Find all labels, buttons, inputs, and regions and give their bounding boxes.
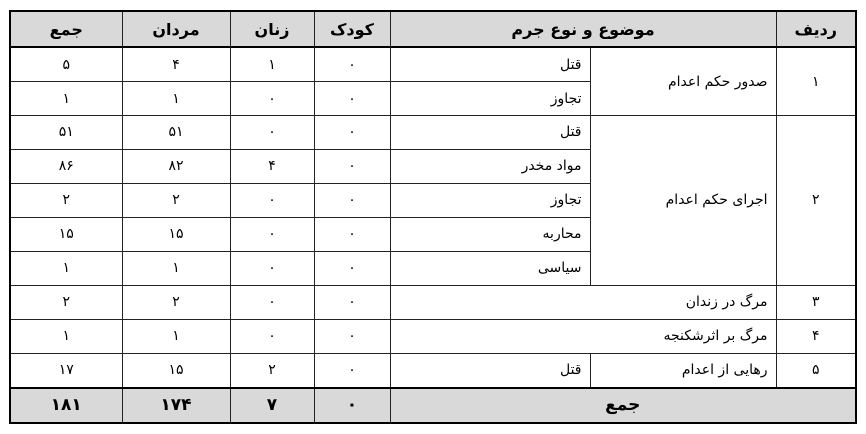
header-child: کودک <box>314 11 390 47</box>
men-cell: ۸۲ <box>122 149 230 183</box>
child-cell: ۰ <box>314 183 390 217</box>
category-cell: مرگ بر اثرشکنجه <box>390 319 776 353</box>
women-cell: ۰ <box>230 251 314 285</box>
row-number: ۳ <box>776 285 856 319</box>
child-cell: ۰ <box>314 116 390 150</box>
crime-type-cell: قتل <box>390 353 590 388</box>
header-men: مردان <box>122 11 230 47</box>
child-cell: ۰ <box>314 217 390 251</box>
women-cell: ۴ <box>230 149 314 183</box>
table-row <box>10 47 856 82</box>
row-number: ۲ <box>776 116 856 286</box>
row-number: ۴ <box>776 319 856 353</box>
crime-type-cell: سیاسی <box>390 251 590 285</box>
women-cell: ۰ <box>230 319 314 353</box>
men-cell: ۲ <box>122 183 230 217</box>
total-row <box>10 388 856 423</box>
total-cell: ۱ <box>10 319 122 353</box>
men-cell: ۵۱ <box>122 116 230 150</box>
total-cell: ۵۱ <box>10 116 122 150</box>
men-cell: ۴ <box>122 47 230 82</box>
total-cell: ۱۷ <box>10 353 122 388</box>
category-cell: صدور حکم اعدام <box>590 47 776 116</box>
total-cell: ۱ <box>10 251 122 285</box>
crime-type-cell: قتل <box>390 116 590 150</box>
table-row <box>10 116 856 150</box>
child-cell: ۰ <box>314 353 390 388</box>
total-men: ۱۷۴ <box>122 388 230 423</box>
total-cell: ۸۶ <box>10 149 122 183</box>
women-cell: ۰ <box>230 116 314 150</box>
table-row <box>10 319 856 353</box>
header-row <box>10 11 856 47</box>
table-row <box>10 285 856 319</box>
crime-type-cell: تجاوز <box>390 82 590 116</box>
women-cell: ۰ <box>230 285 314 319</box>
total-cell: ۵ <box>10 47 122 82</box>
total-child: ۰ <box>314 388 390 423</box>
women-cell: ۰ <box>230 217 314 251</box>
header-subject: موضوع و نوع جرم <box>390 11 776 47</box>
men-cell: ۲ <box>122 285 230 319</box>
executions-statistics-table <box>9 10 857 424</box>
total-women: ۷ <box>230 388 314 423</box>
men-cell: ۱ <box>122 82 230 116</box>
crime-type-cell: قتل <box>390 47 590 82</box>
women-cell: ۲ <box>230 353 314 388</box>
child-cell: ۰ <box>314 319 390 353</box>
child-cell: ۰ <box>314 149 390 183</box>
men-cell: ۱۵ <box>122 217 230 251</box>
men-cell: ۱۵ <box>122 353 230 388</box>
total-cell: ۱۵ <box>10 217 122 251</box>
men-cell: ۱ <box>122 251 230 285</box>
women-cell: ۰ <box>230 183 314 217</box>
child-cell: ۰ <box>314 82 390 116</box>
total-cell: ۲ <box>10 285 122 319</box>
header-women: زنان <box>230 11 314 47</box>
men-cell: ۱ <box>122 319 230 353</box>
category-cell: اجرای حکم اعدام <box>590 116 776 286</box>
header-row-number: ردیف <box>776 11 856 47</box>
total-label: جمع <box>390 388 856 423</box>
total-cell: ۱ <box>10 82 122 116</box>
grand-total: ۱۸۱ <box>10 388 122 423</box>
women-cell: ۱ <box>230 47 314 82</box>
row-number: ۱ <box>776 47 856 116</box>
category-cell: رهایی از اعدام <box>590 353 776 388</box>
table-row <box>10 353 856 388</box>
crime-type-cell: مواد مخدر <box>390 149 590 183</box>
total-cell: ۲ <box>10 183 122 217</box>
category-cell: مرگ در زندان <box>390 285 776 319</box>
crime-type-cell: محاربه <box>390 217 590 251</box>
row-number: ۵ <box>776 353 856 388</box>
child-cell: ۰ <box>314 47 390 82</box>
header-total: جمع <box>10 11 122 47</box>
child-cell: ۰ <box>314 285 390 319</box>
women-cell: ۰ <box>230 82 314 116</box>
child-cell: ۰ <box>314 251 390 285</box>
crime-type-cell: تجاوز <box>390 183 590 217</box>
